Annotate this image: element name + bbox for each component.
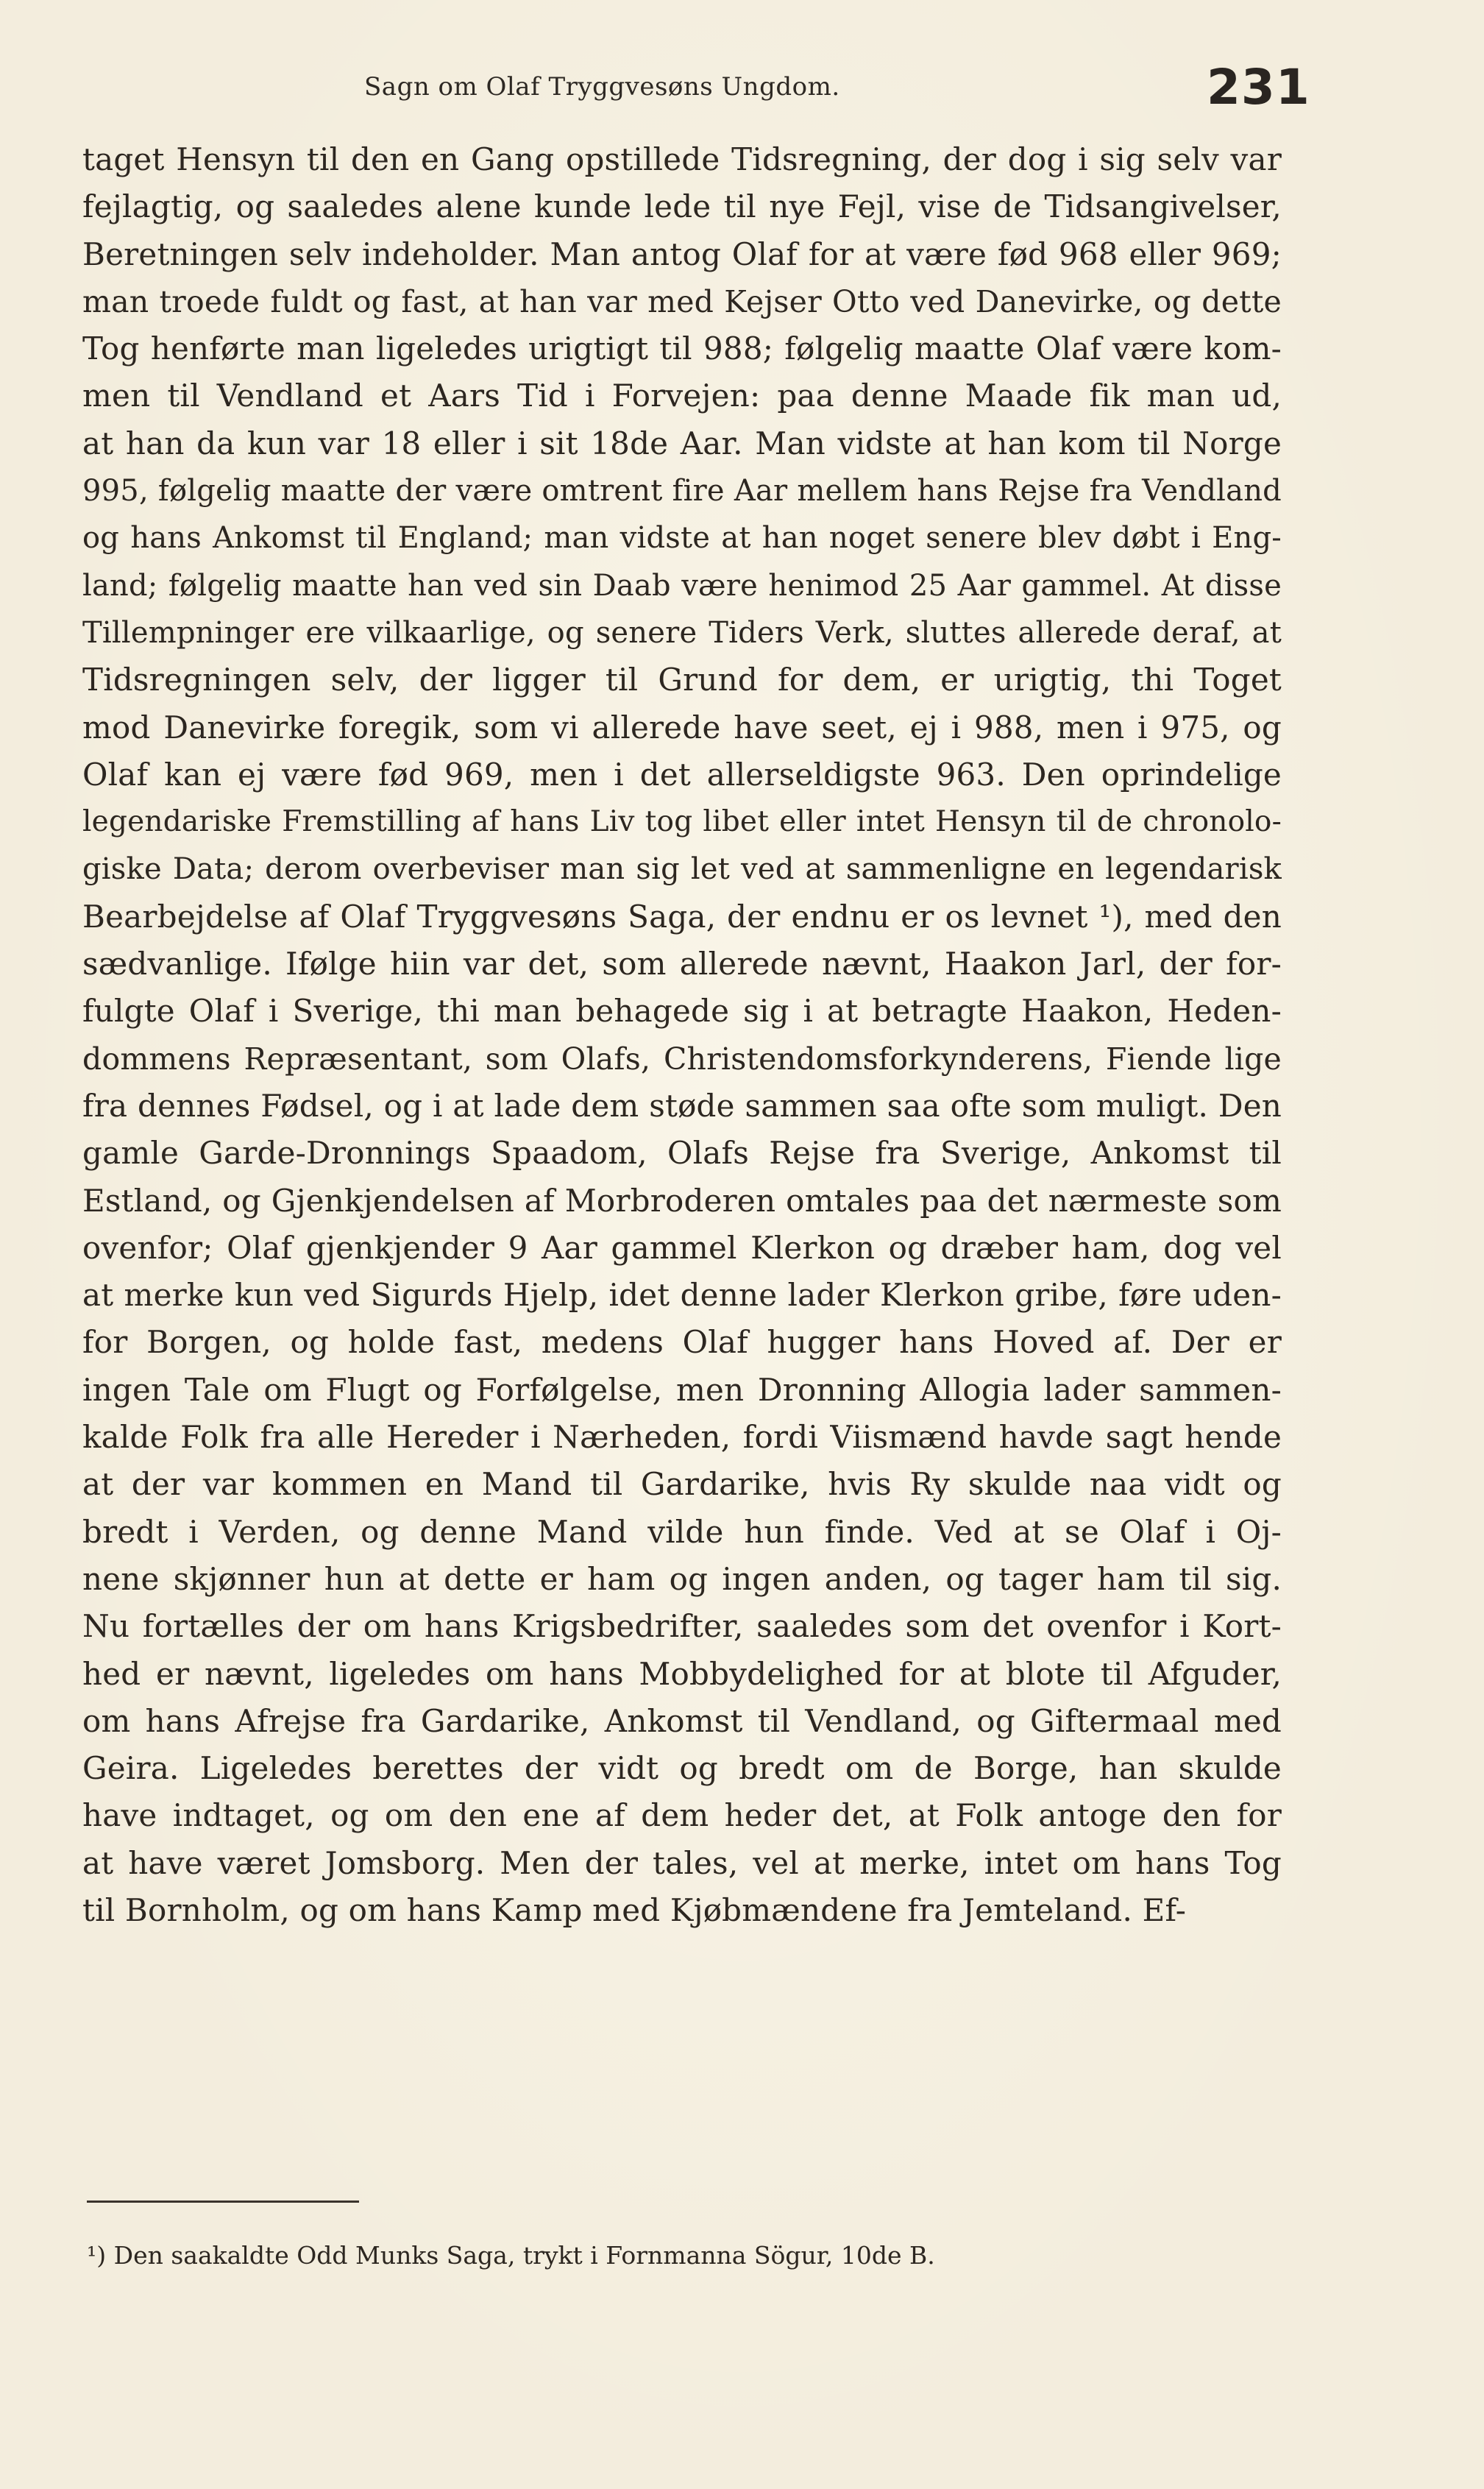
text-line: have indtaget, og om den ene af dem heder det, at Folk antoge den for xyxy=(82,1797,1282,1834)
text-line: fra dennes Fødsel, og i at lade dem støde sammen saa ofte som muligt. Den xyxy=(82,1087,1282,1124)
text-line: bredt i Verden, og denne Mand vilde hun finde. Ved at se Olaf i Oj- xyxy=(82,1513,1282,1550)
text-line: giske Data; derom overbeviser man sig let ved at sammenligne en legendarisk xyxy=(82,852,1282,887)
text-line: gamle Garde-Dronnings Spaadom, Olafs Rejse fra Sverige, Ankomst til xyxy=(82,1135,1282,1172)
running-title: Sagn om Olaf Tryggvesøns Ungdom. xyxy=(364,72,840,102)
text-line: Bearbejdelse af Olaf Tryggvesøns Saga, der endnu er os levnet ¹), med den xyxy=(82,898,1282,935)
text-line: fejlagtig, og saaledes alene kunde lede til nye Fejl, vise de Tidsangivelser, xyxy=(82,188,1282,225)
text-line: ovenfor; Olaf gjenkjender 9 Aar gammel Klerkon og dræber ham, dog vel xyxy=(82,1229,1282,1266)
text-line: om hans Afrejse fra Gardarike, Ankomst til Vendland, og Giftermaal med xyxy=(82,1702,1282,1739)
page-number: 231 xyxy=(1207,59,1310,116)
text-line: legendariske Fremstilling af hans Liv tog libet eller intet Hensyn til de chronolo- xyxy=(82,805,1282,839)
text-line: ingen Tale om Flugt og Forfølgelse, men Dronning Allogia lader sammen- xyxy=(82,1371,1282,1408)
text-line: nene skjønner hun at dette er ham og ingen anden, og tager ham til sig. xyxy=(82,1560,1282,1597)
text-line: Estland, og Gjenkjendelsen af Morbroderen omtales paa det nærmeste som xyxy=(82,1182,1282,1219)
text-line: fulgte Olaf i Sverige, thi man behagede sig i at betragte Haakon, Heden- xyxy=(82,993,1282,1030)
text-line: Nu fortælles der om hans Krigsbedrifter, saaledes som det ovenfor i Kort- xyxy=(82,1608,1282,1645)
text-line: Geira. Ligeledes berettes der vidt og bredt om de Borge, han skulde xyxy=(82,1750,1282,1787)
text-line: at merke kun ved Sigurds Hjelp, idet denne lader Klerkon gribe, føre uden- xyxy=(82,1277,1282,1314)
text-line: men til Vendland et Aars Tid i Forvejen: paa denne Maade fik man ud, xyxy=(82,378,1282,414)
text-line: kalde Folk fra alle Hereder i Nærheden, fordi Viismænd havde sagt hende xyxy=(82,1419,1282,1456)
text-line: at der var kommen en Mand til Gardarike, hvis Ry skulde naa vidt og xyxy=(82,1466,1282,1503)
text-line: at han da kun var 18 eller i sit 18de Aar. Man vidste at han kom til Norge xyxy=(82,425,1282,461)
text-line: til Bornholm, og om hans Kamp med Kjøbmændene fra Jemteland. Ef- xyxy=(82,1891,1187,1928)
text-line: land; følgelig maatte han ved sin Daab være henimod 25 Aar gammel. At disse xyxy=(82,568,1282,603)
text-line: Tidsregningen selv, der ligger til Grund for dem, er urigtig, thi Toget xyxy=(82,662,1282,698)
running-head xyxy=(0,59,1484,125)
body-text xyxy=(82,136,1282,1934)
text-line: og hans Ankomst til England; man vidste at han noget senere blev døbt i Eng- xyxy=(82,521,1282,556)
text-line: Beretningen selv indeholder. Man antog Olaf for at være fød 968 eller 969; xyxy=(82,236,1282,272)
text-line: Tillempninger ere vilkaarlige, og senere Tiders Verk, sluttes allerede deraf, at xyxy=(82,615,1282,650)
footnote-marker: ¹) xyxy=(87,2241,107,2270)
footnote-text: Den saakaldte Odd Munks Saga, trykt i Fornmanna Sögur, 10de B. xyxy=(113,2241,935,2270)
text-line: mod Danevirke foregik, som vi allerede have seet, ej i 988, men i 975, og xyxy=(82,709,1282,746)
text-line: hed er nævnt, ligeledes om hans Mobbydelighed for at blote til Afguder, xyxy=(82,1655,1282,1692)
footnote-divider xyxy=(87,2201,359,2203)
text-line: for Borgen, og holde fast, medens Olaf hugger hans Hoved af. Der er xyxy=(82,1324,1282,1361)
text-line: 995, følgelig maatte der være omtrent fire Aar mellem hans Rejse fra Vendland xyxy=(82,474,1282,509)
text-line: taget Hensyn til den en Gang opstillede Tidsregning, der dog i sig selv var xyxy=(82,141,1282,177)
text-line: man troede fuldt og fast, at han var med Kejser Otto ved Danevirke, og dette xyxy=(82,283,1282,319)
footnote xyxy=(87,2241,935,2270)
text-line: sædvanlige. Ifølge hiin var det, som allerede nævnt, Haakon Jarl, der for- xyxy=(82,946,1282,982)
text-line: dommens Repræsentant, som Olafs, Christendomsforkynderens, Fiende lige xyxy=(82,1041,1282,1077)
text-line: Olaf kan ej være fød 969, men i det allerseldigste 963. Den oprindelige xyxy=(82,756,1282,793)
text-line: at have været Jomsborg. Men der tales, vel at merke, intet om hans Tog xyxy=(82,1844,1282,1881)
text-line: Tog henførte man ligeledes urigtigt til 988; følgelig maatte Olaf være kom- xyxy=(82,330,1282,367)
